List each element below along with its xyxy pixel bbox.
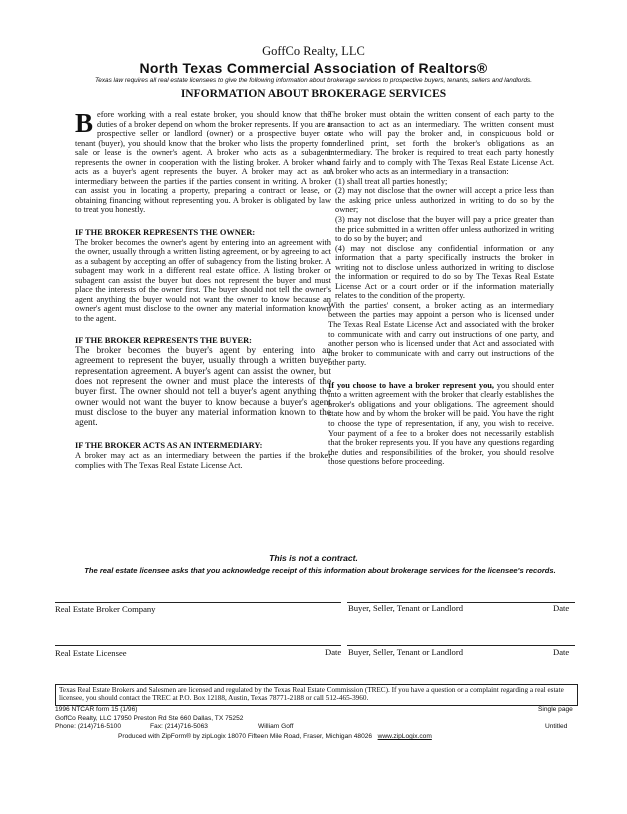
ziplogix-link[interactable]: www.zipLogix.com <box>377 733 432 740</box>
drop-cap: B <box>75 108 94 138</box>
intermediary-item-4: (4) may not disclose any confidential information or any information that a party specifically instructs the broker in writing not to disclose unless authorized in writing to disclose the information or required to do so by The Texas Real Estate License Act or a court order or if the information materially relates to the condition of the property. <box>335 243 554 301</box>
not-contract-notice: This is not a contract. <box>269 553 358 563</box>
intermediary-item-3: (3) may not disclose that the buyer will pay a price greater than the price submitted in a written offer unless authorized in writing to do so by the buyer; and <box>335 215 554 244</box>
party-2-signature-label: Buyer, Seller, Tenant or Landlord <box>348 647 464 657</box>
choose-paragraph <box>328 381 554 467</box>
intermediary-item-1: (1) shall treat all parties honestly; <box>335 176 448 186</box>
form-title: Untitled <box>545 723 568 730</box>
agent-name: William Goff <box>258 723 294 730</box>
signature-line-licensee[interactable] <box>55 645 341 646</box>
law-notice: Texas law requires all real estate licensees to give the following information about brokerage services to prospective buyers, tenants, sellers and landlords. <box>94 77 533 84</box>
licensee-date-label: Date <box>325 647 342 657</box>
left-column <box>75 110 331 470</box>
buyer-text: The broker becomes the buyer's agent by entering into an agreement to represent the buyer, usually through a written buyer representation agreement. A buyer's agent can assist the owner, but does not represent the owner and must place the interests of the buyer first. The owner should not tell a buyer's agent anything the owner would not want the buyer to know because a buyer's agent must disclose to the buyer any material information known to the agent. <box>75 346 331 429</box>
intermediary-heading: IF THE BROKER ACTS AS AN INTERMEDIARY: <box>75 441 263 451</box>
trec-notice-box: Texas Real Estate Brokers and Salesmen are licensed and regulated by the Texas Real Estate Commission (TREC). If you have a question or a complaint regarding a real estate licensee, you should contact the TREC at P.O. Box 12188, Austin, Texas 78771-2188 or call 512-465-3960. <box>55 684 578 706</box>
intermediary-item-2: (2) may not disclose that the owner will accept a price less than the asking price unless authorized in writing to do so by the owner; <box>335 186 554 215</box>
company-name: GoffCo Realty, LLC <box>262 44 365 58</box>
association-name: North Texas Commercial Association of Realtors® <box>139 60 488 76</box>
office-fax: Fax: (214)716-5063 <box>150 723 208 730</box>
signature-line-party-2[interactable] <box>347 645 575 646</box>
right-column <box>328 110 554 467</box>
document-title: INFORMATION ABOUT BROKERAGE SERVICES <box>180 88 447 100</box>
company-signature-label: Real Estate Broker Company <box>55 604 156 614</box>
party-1-date-label: Date <box>553 603 570 613</box>
office-address: GoffCo Realty, LLC 17950 Preston Rd Ste 660 Dallas, TX 75252 <box>55 715 244 722</box>
appointment-text: With the parties' consent, a broker acting as an intermediary between the parties may appoint a person who is licensed under The Texas Real Estate License Act and associated with the broker to communicate with and carry out instructions of one party, and another person who is licensed under that Act and associated with the broker to communicate with and carry out instructions of the other party. <box>328 300 554 368</box>
party-2-date-label: Date <box>553 647 570 657</box>
choose-text: you should enter into a written agreement with the broker that clearly establishes the broker's obligations and your obligations. The agreement should state how and by whom the broker will be paid. You have the right to choose the type of representation, if any, you wish to receive. Your payment of a fee to a broker does not necessarily establish that the broker represents you. If you have any questions regarding the duties and responsibilities of the broker, you should resolve those questions before proceeding. <box>328 380 554 467</box>
office-phone: Phone: (214)716-5100 <box>55 723 121 730</box>
party-1-signature-label: Buyer, Seller, Tenant or Landlord <box>348 603 464 613</box>
single-page-label: Single page <box>538 706 573 713</box>
owner-text: The broker becomes the owner's agent by entering into an agreement with the owner, usually through a written listing agreement, or by agreeing to act as a subagent by accepting an offer of subagency from the listing broker. A subagent may work in a different real estate office. A listing broker or subagent can assist the buyer but does not represent the buyer and must place the interests of the owner first. The buyer should not tell the owner's agent anything the buyer would not want the owner to know because an owner's agent must disclose to the owner any material information known to the agent. <box>75 237 331 323</box>
form-number: 1996 NTCAR form 15 (1/96) <box>55 706 138 713</box>
intermediary-consent-text: The broker must obtain the written consent of each party to the transaction to act as an intermediary. The written consent must state who will pay the broker and, in conspicuous bold or underlined print, set forth the broker's obligations as an intermediary. The broker is required to treat each party honestly and fairly and to comply with The Texas Real Estate License Act. A broker who acts as an intermediary in a transaction: <box>328 110 554 177</box>
producer-line <box>118 733 432 740</box>
buyer-heading: IF THE BROKER REPRESENTS THE BUYER: <box>75 336 252 346</box>
choose-lead: If you choose to have a broker represent you, <box>328 380 495 390</box>
licensee-signature-label: Real Estate Licensee <box>55 648 127 658</box>
intro-paragraph <box>75 110 331 215</box>
acknowledge-request: The real estate licensee asks that you acknowledge receipt of this information about brokerage services for the licensee's records. <box>84 566 556 575</box>
owner-heading: IF THE BROKER REPRESENTS THE OWNER: <box>75 228 256 238</box>
signature-line-company[interactable] <box>55 602 341 603</box>
intro-text: efore working with a real estate broker, you should know that the duties of a broker depend on whom the broker represents. If you are a prospective seller or landlord (owner) or a prospective buyer or tenant (buyer), you should know that the broker who lists the property for sale or lease is the owner's agent. A broker who acts as a subagent represents the owner in cooperation with the listing broker. A broker who acts as a buyer's agent represents the buyer. A broker may act as an intermediary between the parties if the parties consent in writing. A broker can assist you in locating a property, preparing a contract or lease, or obtaining financing without representing you. A broker is obligated by law to treat you honestly. <box>75 110 331 215</box>
producer-text: Produced with ZipForm® by zipLogix 18070 Fifteen Mile Road, Fraser, Michigan 48026 <box>118 733 373 740</box>
intermediary-text: A broker may act as an intermediary between the parties if the broker complies with The Texas Real Estate License Act. <box>75 450 331 470</box>
